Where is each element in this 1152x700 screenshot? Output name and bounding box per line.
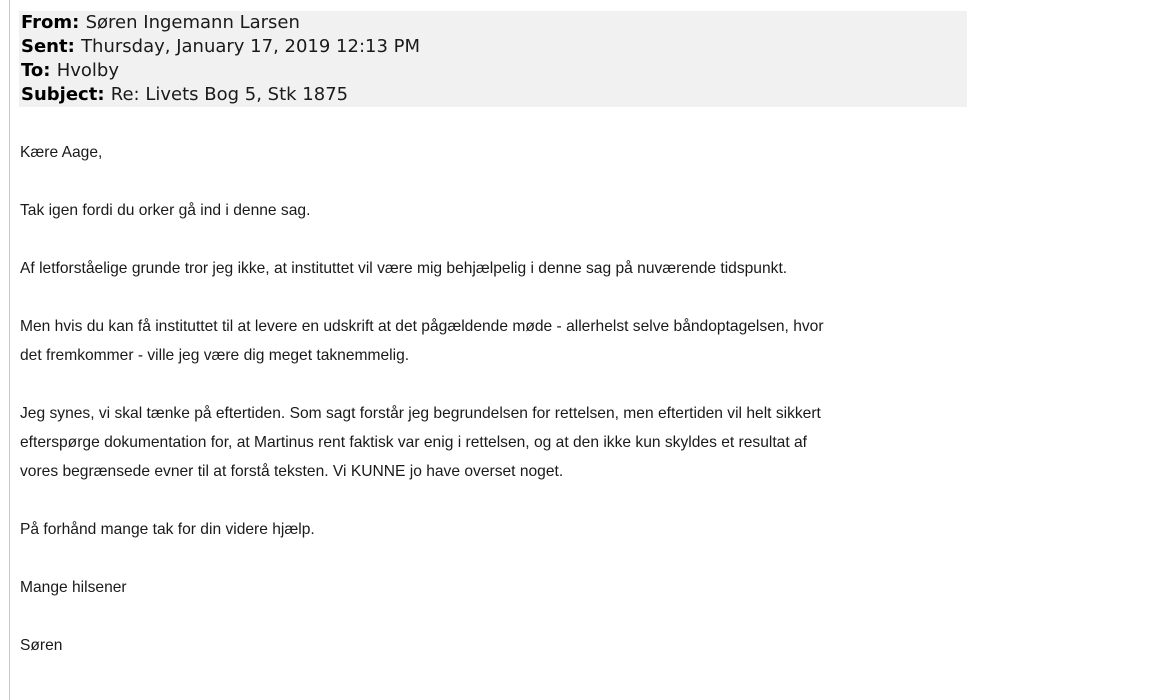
to-label: To: (21, 60, 57, 81)
paragraph-4-line-2: efterspørge dokumentation for, at Martinus rent faktisk var enig i rettelsen, og at den ikke kun skyldes et resultat af (20, 434, 808, 451)
from-value: Søren Ingemann Larsen (85, 12, 300, 33)
subject-row (19, 83, 967, 107)
closing: Mange hilsener (20, 579, 127, 596)
to-value: Hvolby (56, 60, 119, 81)
subject-value: Re: Livets Bog 5, Stk 1875 (110, 84, 349, 105)
quote-border (9, 0, 10, 700)
subject-label: Subject: (21, 84, 111, 105)
paragraph-4 (20, 399, 960, 486)
sent-row (19, 35, 967, 59)
signature: Søren (20, 637, 63, 654)
email-header (19, 11, 967, 107)
sent-label: Sent: (21, 36, 82, 57)
paragraph-3-line-1: Men hvis du kan få instituttet til at levere en udskrift at det pågældende møde - allerhelst selve båndoptagelsen, hvor (20, 318, 824, 335)
email-body (20, 138, 960, 689)
paragraph-1: Tak igen fordi du orker gå ind i denne sag. (20, 202, 311, 219)
paragraph-3-line-2: det fremkommer - ville jeg være dig meget taknemmelig. (20, 347, 410, 364)
greeting: Kære Aage, (20, 144, 103, 161)
paragraph-4-line-1: Jeg synes, vi skal tænke på eftertiden. Som sagt forstår jeg begrundelsen for rettelsen, men eftertiden vil helt sikkert (20, 405, 821, 422)
paragraph-5: På forhånd mange tak for din videre hjælp. (20, 521, 315, 538)
paragraph-3 (20, 312, 960, 370)
paragraph-2: Af letforståelige grunde tror jeg ikke, at instituttet vil være mig behjælpelig i denne sag på nuværende tidspunkt. (20, 260, 788, 277)
from-label: From: (21, 12, 86, 33)
sent-value: Thursday, January 17, 2019 12:13 PM (81, 36, 421, 57)
to-row (19, 59, 967, 83)
from-row (19, 11, 967, 35)
paragraph-4-line-3: vores begrænsede evner til at forstå teksten. Vi KUNNE jo have overset noget. (20, 463, 564, 480)
